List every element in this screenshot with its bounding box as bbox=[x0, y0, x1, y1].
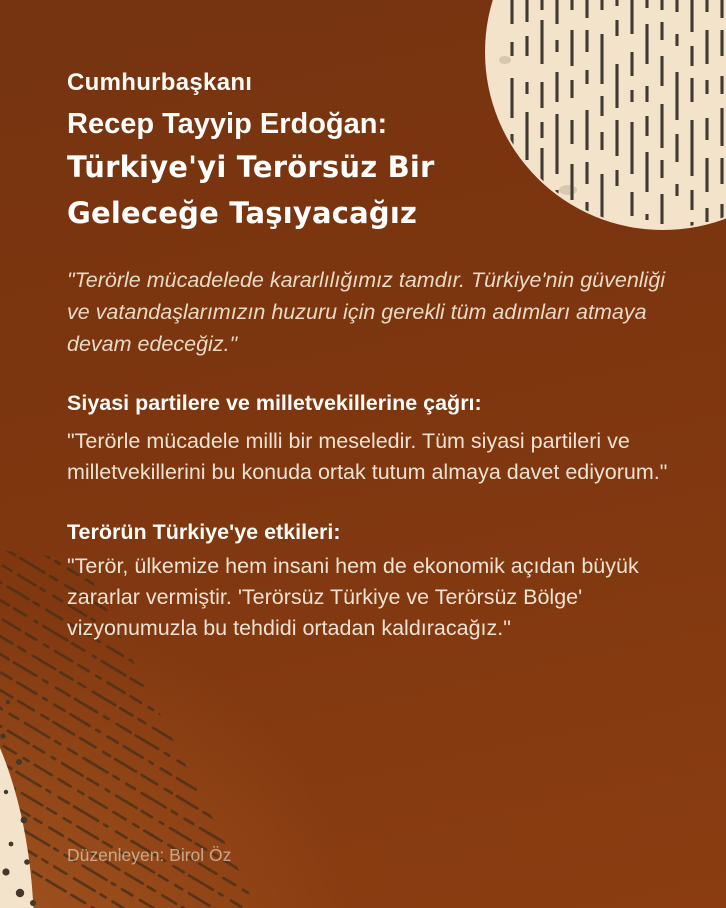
headline bbox=[67, 103, 681, 236]
stippled-arc-left-decoration bbox=[0, 647, 36, 908]
section-political-call bbox=[67, 391, 681, 488]
section-terror-effects-quote: "Terör, ülkemize hem insani hem de ekonomik açıdan büyük zararlar vermiştir. 'Terörsüz Türkiye ve Terörsüz Bölge' vizyonumuzla bu tehdidi ortadan kaldıracağız." bbox=[67, 554, 639, 640]
editor-credit: Düzenleyen: Birol Öz bbox=[67, 845, 232, 865]
lead-quote: "Terörle mücadelede kararlılığımız tamdır. Türkiye'nin güvenliği ve vatandaşlarımızın huzuru için gerekli tüm adımları atmaya devam edeceğiz." bbox=[67, 268, 666, 356]
headline-line-name: Recep Tayyip Erdoğan: bbox=[67, 108, 388, 140]
section-political-call-quote: "Terörle mücadele milli bir meseledir. Tüm siyasi partileri ve milletvekillerini bu konuda ortak tutum almaya davet ediyorum." bbox=[67, 429, 668, 484]
headline-line-slogan-1: Türkiye'yi Terörsüz Bir bbox=[67, 150, 435, 184]
headline-line-slogan-2: Geleceğe Taşıyacağız bbox=[67, 196, 418, 230]
kicker-label: Cumhurbaşkanı bbox=[67, 69, 253, 96]
section-terror-effects-heading: Terörün Türkiye'ye etkileri: bbox=[67, 520, 341, 544]
section-political-call-heading: Siyasi partilere ve milletvekillerine çağrı: bbox=[67, 391, 482, 415]
section-terror-effects bbox=[67, 520, 681, 644]
